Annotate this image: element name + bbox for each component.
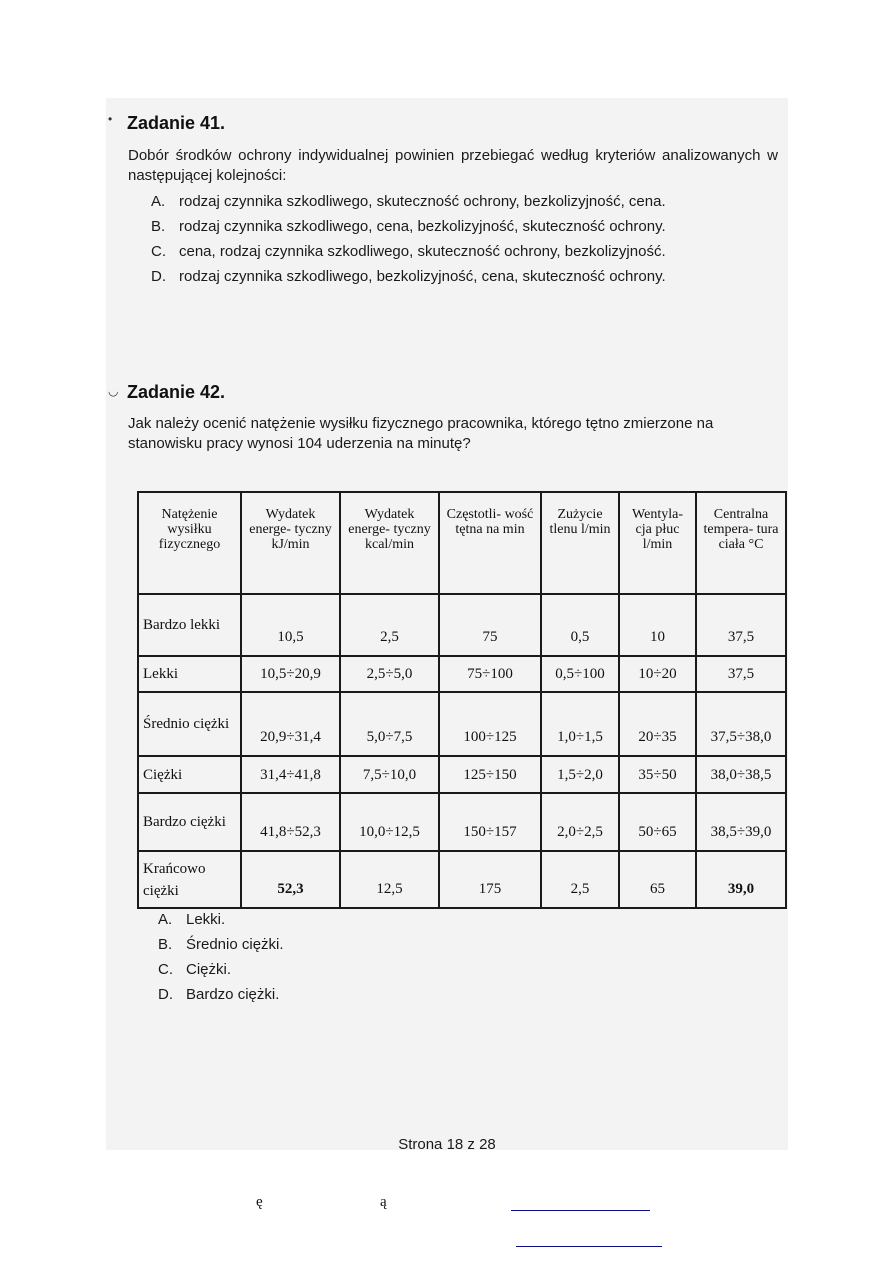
- option-letter: B.: [158, 936, 173, 953]
- q42-option-d: [158, 985, 279, 1005]
- bullet-mark: •: [108, 112, 113, 126]
- cell: 0,5: [541, 594, 619, 656]
- cell: 5,0÷7,5: [340, 692, 439, 756]
- link-underline[interactable]: [511, 1210, 650, 1211]
- table-row: [138, 656, 786, 692]
- q41-option-c: [151, 242, 666, 262]
- cell: 1,5÷2,0: [541, 756, 619, 793]
- row-label: Średnio ciężki: [138, 692, 241, 756]
- cell: 10,5÷20,9: [241, 656, 340, 692]
- cell: 39,0: [696, 851, 786, 908]
- q42-question: Jak należy ocenić natężenie wysiłku fizycznego pracownika, którego tętno zmierzone na stanowisku pracy wynosi 104 uderzenia na minutę?: [128, 415, 714, 452]
- cell: 38,5÷39,0: [696, 793, 786, 851]
- cell: 52,3: [241, 851, 340, 908]
- cell: 100÷125: [439, 692, 541, 756]
- stray-character: ę: [256, 1194, 263, 1210]
- cell: 37,5: [696, 656, 786, 692]
- table-row: [138, 851, 786, 908]
- option-text: rodzaj czynnika szkodliwego, skuteczność ochrony, bezkolizyjność, cena.: [179, 193, 666, 210]
- table-row: [138, 793, 786, 851]
- cell: 10,5: [241, 594, 340, 656]
- option-text: cena, rodzaj czynnika szkodliwego, skuteczność ochrony, bezkolizyjność.: [179, 243, 666, 260]
- row-label: Bardzo ciężki: [138, 793, 241, 851]
- cell: 38,0÷38,5: [696, 756, 786, 793]
- cell: 20,9÷31,4: [241, 692, 340, 756]
- q41-title: Zadanie 41.: [127, 113, 226, 133]
- cell: 0,5÷100: [541, 656, 619, 692]
- q41-option-d: [151, 267, 666, 287]
- cell: 1,0÷1,5: [541, 692, 619, 756]
- header-cell: Wydatek energe- tyczny kcal/min: [340, 492, 439, 594]
- table-row: [138, 594, 786, 656]
- row-label: Bardzo lekki: [138, 594, 241, 656]
- option-letter: B.: [151, 218, 166, 235]
- q42-option-c: [158, 960, 231, 980]
- table-row: [138, 692, 786, 756]
- option-letter: C.: [158, 961, 173, 978]
- row-label: Krańcowo ciężki: [138, 851, 241, 908]
- stray-character: ą: [380, 1194, 387, 1210]
- cell: 2,5÷5,0: [340, 656, 439, 692]
- header-cell: Natężenie wysiłku fizycznego: [138, 492, 241, 594]
- q41-option-b: [151, 217, 666, 237]
- option-letter: D.: [151, 268, 166, 285]
- cell: 2,0÷2,5: [541, 793, 619, 851]
- cell: 20÷35: [619, 692, 696, 756]
- bullet-mark: ◡: [108, 384, 119, 398]
- effort-table: [137, 491, 787, 909]
- cell: 37,5÷38,0: [696, 692, 786, 756]
- q41-option-a: [151, 192, 666, 212]
- cell: 75÷100: [439, 656, 541, 692]
- option-text: rodzaj czynnika szkodliwego, cena, bezkolizyjność, skuteczność ochrony.: [179, 218, 666, 235]
- option-letter: A.: [151, 193, 166, 210]
- cell: 50÷65: [619, 793, 696, 851]
- option-text: Bardzo ciężki.: [186, 986, 280, 1003]
- q41-question: Dobór środków ochrony indywidualnej powinien przebiegać według kryteriów analizowanych w następującej kolejności:: [128, 147, 778, 184]
- option-letter: C.: [151, 243, 166, 260]
- cell: 35÷50: [619, 756, 696, 793]
- header-cell: Wentyla- cja płuc l/min: [619, 492, 696, 594]
- row-label: Lekki: [138, 656, 241, 692]
- cell: 10÷20: [619, 656, 696, 692]
- link-underline[interactable]: [516, 1246, 662, 1247]
- cell: 125÷150: [439, 756, 541, 793]
- cell: 150÷157: [439, 793, 541, 851]
- option-text: Ciężki.: [186, 961, 232, 978]
- cell: 12,5: [340, 851, 439, 908]
- page-number: Strona 18 z 28: [398, 1136, 496, 1153]
- header-cell: Częstotli- wość tętna na min: [439, 492, 541, 594]
- cell: 10: [619, 594, 696, 656]
- header-cell: Wydatek energe- tyczny kJ/min: [241, 492, 340, 594]
- cell: 37,5: [696, 594, 786, 656]
- option-text: rodzaj czynnika szkodliwego, bezkolizyjność, cena, skuteczność ochrony.: [179, 268, 666, 285]
- q42-title: Zadanie 42.: [127, 382, 226, 402]
- cell: 41,8÷52,3: [241, 793, 340, 851]
- option-text: Lekki.: [186, 911, 226, 928]
- row-label: Ciężki: [138, 756, 241, 793]
- header-cell: Zużycie tlenu l/min: [541, 492, 619, 594]
- q42-option-a: [158, 910, 225, 930]
- table-header-row: [138, 492, 786, 594]
- cell: 2,5: [340, 594, 439, 656]
- table-row: [138, 756, 786, 793]
- q42-option-b: [158, 935, 284, 955]
- cell: 65: [619, 851, 696, 908]
- cell: 10,0÷12,5: [340, 793, 439, 851]
- cell: 31,4÷41,8: [241, 756, 340, 793]
- cell: 7,5÷10,0: [340, 756, 439, 793]
- cell: 75: [439, 594, 541, 656]
- option-text: Średnio ciężki.: [186, 936, 284, 953]
- option-letter: A.: [158, 911, 173, 928]
- cell: 2,5: [541, 851, 619, 908]
- header-cell: Centralna tempera- tura ciała °C: [696, 492, 786, 594]
- cell: 175: [439, 851, 541, 908]
- option-letter: D.: [158, 986, 173, 1003]
